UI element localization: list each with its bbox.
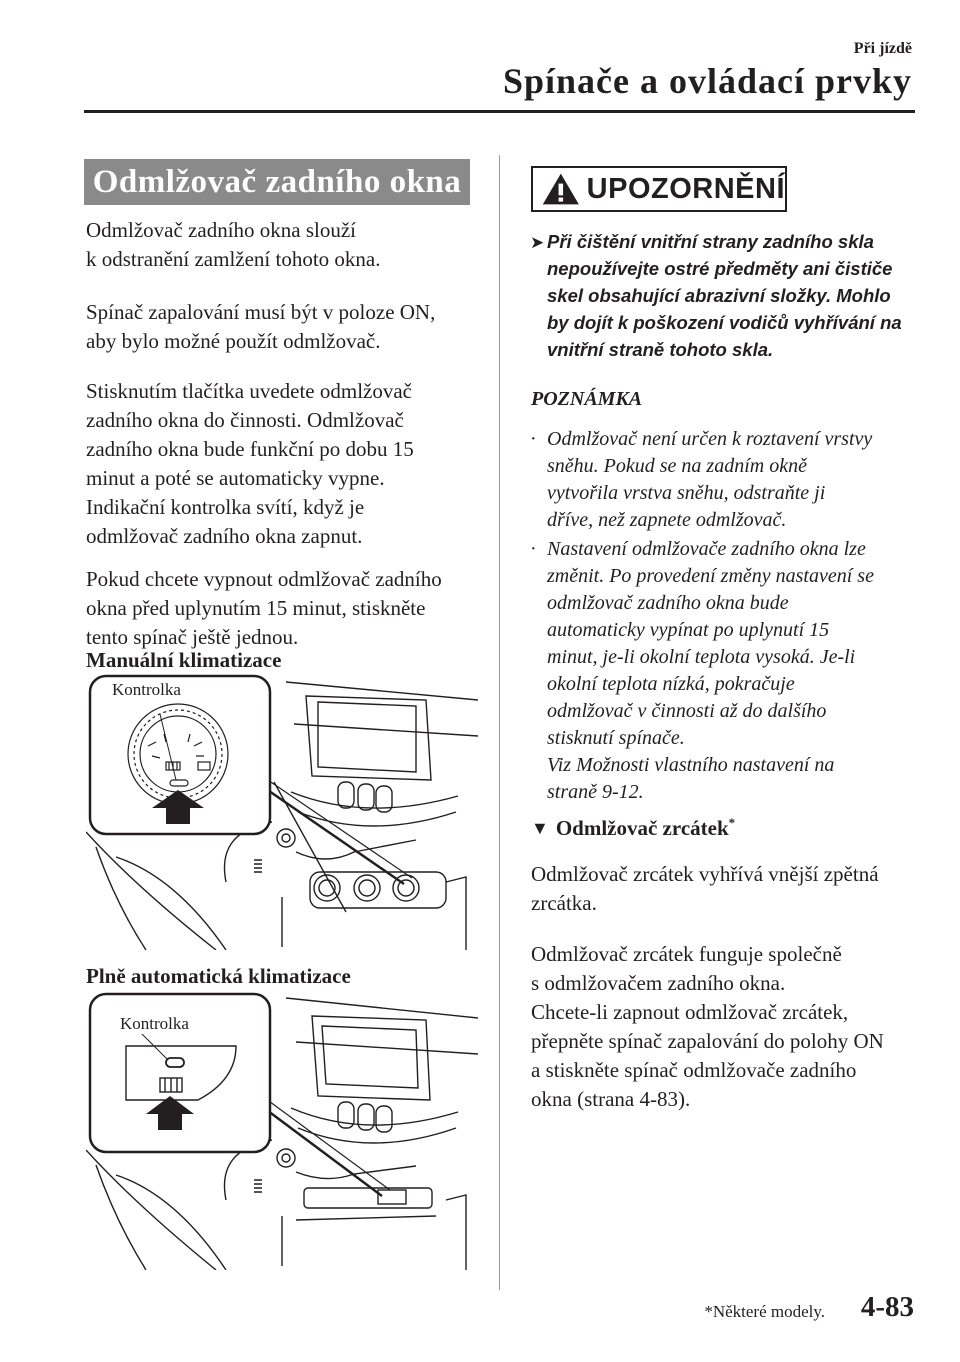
manual-climate-heading: Manuální klimatizace <box>86 648 282 672</box>
header-section: Při jízdě <box>853 40 912 57</box>
text-line: odmlžovač zadního okna zapnut. <box>86 524 363 548</box>
text-line: stisknutí spínače. <box>547 727 685 749</box>
list-item <box>530 426 930 534</box>
ignition-paragraph <box>86 298 486 356</box>
text-line: automaticky vypínat po uplynutí 15 <box>547 619 830 641</box>
text-line: odmlžovač zadního okna bude <box>547 592 789 614</box>
text-line: Chcete-li zapnout odmlžovač zrcátek, <box>531 1000 849 1024</box>
manual-dashboard-illustration <box>86 672 478 950</box>
warning-label: UPOZORNĚNÍ <box>586 172 785 205</box>
mirror-paragraph-1 <box>531 860 931 918</box>
text-line: vytvořila vrstva sněhu, odstraňte ji <box>547 482 826 504</box>
mirror-heading-text <box>556 815 735 841</box>
warning-text <box>530 228 930 363</box>
mirror-paragraph-2 <box>531 940 931 1114</box>
footer-note: *Některé modely. <box>704 1302 825 1321</box>
text-line: by dojít k poškození vodičů vyhřívání na <box>547 312 902 333</box>
text-line: odmlžovač v činnosti až do dalšího <box>547 700 827 722</box>
indicator-callout: Kontrolka <box>112 680 181 699</box>
operation-paragraph <box>86 377 486 551</box>
text-line: nepoužívejte ostré předměty ani čističe <box>547 258 893 279</box>
text-line: zadního okna bude funkční po dobu 15 <box>86 437 414 461</box>
text-line: vnitřní straně tohoto skla. <box>547 339 774 360</box>
list-item <box>530 536 930 806</box>
text-line: zrcátka. <box>531 891 597 915</box>
section-heading: Odmlžovač zadního okna <box>84 159 470 205</box>
text-line: Odmlžovač zrcátek vyhřívá vnější zpětná <box>531 862 879 886</box>
intro-paragraph <box>86 216 486 274</box>
text-line: Pokud chcete vypnout odmlžovač zadního <box>86 567 442 591</box>
note-title: POZNÁMKA <box>531 388 643 410</box>
indicator-callout: Kontrolka <box>120 1014 189 1033</box>
text-line: a stiskněte spínač odmlžovače zadního <box>531 1058 857 1082</box>
asterisk: * <box>728 815 736 830</box>
manual-climate-figure <box>86 672 478 950</box>
text-line: přepněte spínač zapalování do polohy ON <box>531 1029 884 1053</box>
warning-box <box>531 166 787 212</box>
auto-climate-heading: Plně automatická klimatizace <box>86 964 351 988</box>
bullet-icon: · <box>530 428 537 450</box>
note-list <box>530 426 930 808</box>
auto-climate-figure <box>86 990 478 1270</box>
header-rule <box>84 110 915 113</box>
text-line: Indikační kontrolka svítí, když je <box>86 495 365 519</box>
text-line: s odmlžovačem zadního okna. <box>531 971 786 995</box>
text-line: okolní teplota nízká, pokračuje <box>547 673 795 695</box>
text-line: straně 9-12. <box>547 781 644 803</box>
warning-triangle-icon <box>541 169 581 209</box>
text-line: Viz Možnosti vlastního nastavení na <box>547 754 835 776</box>
page-number: 4-83 <box>860 1291 914 1323</box>
heading-text: Odmlžovač zrcátek <box>555 816 729 840</box>
text-line: Odmlžovač není určen k roztavení vrstvy <box>547 428 873 450</box>
text-line: k odstranění zamlžení tohoto okna. <box>86 247 381 271</box>
text-line: Odmlžovač zadního okna slouží <box>86 218 357 242</box>
text-line: okna před uplynutím 15 minut, stiskněte <box>86 596 426 620</box>
column-divider <box>499 155 500 1290</box>
text-line: Odmlžovač zrcátek funguje společně <box>531 942 842 966</box>
text-line: dříve, než zapnete odmlžovač. <box>547 509 787 531</box>
text-line: změnit. Po provedení změny nastavení se <box>547 565 874 587</box>
pointer-triangle-icon: ➤ <box>530 233 545 252</box>
text-line: Nastavení odmlžovače zadního okna lze <box>547 538 866 560</box>
text-line: aby bylo možné použít odmlžovač. <box>86 329 381 353</box>
text-line: okna (strana 4-83). <box>531 1087 691 1111</box>
bullet-icon: · <box>530 538 537 560</box>
text-line: zadního okna do činnosti. Odmlžovač <box>86 408 404 432</box>
down-triangle-icon: ▼ <box>531 818 549 838</box>
mirror-defroster-heading <box>531 815 735 841</box>
text-line: tento spínač ještě jednou. <box>86 625 299 649</box>
text-line: Spínač zapalování musí být v poloze ON, <box>86 300 436 324</box>
text-line: minut, je-li okolní teplota vysoká. Je-li <box>547 646 856 668</box>
text-line: skel obsahující abrazivní složky. Mohlo <box>547 285 891 306</box>
text-line: minut a poté se automaticky vypne. <box>86 466 385 490</box>
header-title: Spínače a ovládací prvky <box>502 61 912 101</box>
text-line: sněhu. Pokud se na zadním okně <box>547 455 807 477</box>
text-line: Při čištění vnitřní strany zadního skla <box>547 231 874 252</box>
turn-off-paragraph <box>86 565 486 652</box>
text-line: Stisknutím tlačítka uvedete odmlžovač <box>86 379 413 403</box>
